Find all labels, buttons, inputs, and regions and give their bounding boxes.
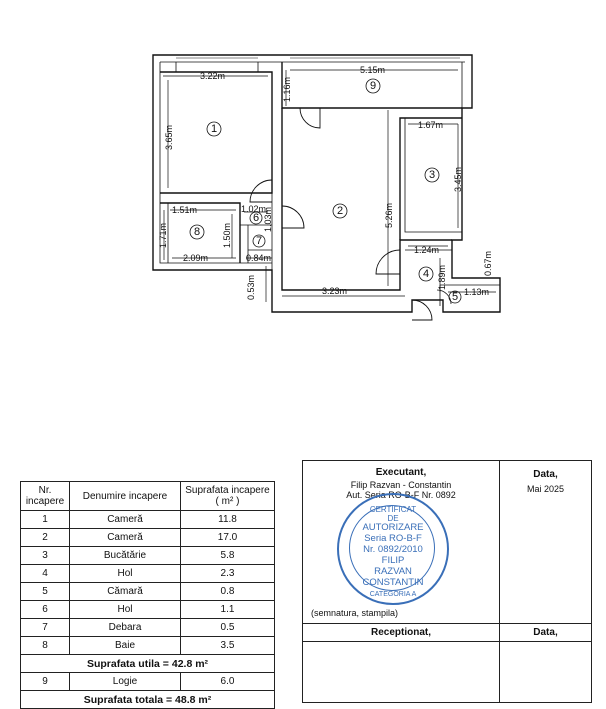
cell-area: 11.8 xyxy=(181,511,275,529)
executant-table xyxy=(302,460,592,703)
dim-label: 1.89m xyxy=(437,264,447,290)
cell-name: Logie xyxy=(70,673,181,691)
door-arc xyxy=(250,180,272,202)
table-row xyxy=(21,583,275,601)
executant-name: Filip Razvan - Constantin xyxy=(350,480,452,490)
room-number: 4 xyxy=(422,268,430,280)
cell-nr: 7 xyxy=(21,619,70,637)
dim-label: 0.67m xyxy=(483,250,493,276)
wall-room-2 xyxy=(282,108,452,290)
dim-label: 1.02m xyxy=(241,204,267,214)
cell-area: 0.5 xyxy=(181,619,275,637)
date-value: Mai 2025 xyxy=(526,484,565,494)
total-area: Suprafata totala = 48.8 m² xyxy=(21,691,275,709)
executant-heading: Executant, xyxy=(375,467,427,478)
cell-nr: 5 xyxy=(21,583,70,601)
dim-label: 1.50m xyxy=(222,222,232,248)
table-row xyxy=(21,529,275,547)
useful-area-total: Suprafata utila = 42.8 m² xyxy=(21,655,275,673)
stamp-line: CONSTANTIN xyxy=(362,577,424,588)
stamp-line: FILIP xyxy=(381,555,405,566)
cell-name: Bucătărie xyxy=(70,547,181,565)
cell-name: Hol xyxy=(70,565,181,583)
receptionat-signature-cell xyxy=(303,642,500,703)
room-number: 6 xyxy=(252,212,260,224)
signature-label: (semnatura, stampila) xyxy=(311,608,399,618)
table-row xyxy=(21,547,275,565)
receptionat-date-cell xyxy=(500,642,592,703)
door-arc xyxy=(412,300,432,320)
cell-name: Baie xyxy=(70,637,181,655)
room-number: 9 xyxy=(369,80,377,92)
col-header-area: Suprafata incapere ( m² ) xyxy=(181,482,275,511)
dim-label: 1.16m xyxy=(282,76,292,102)
cell-nr: 6 xyxy=(21,601,70,619)
dim-label: 1.03m xyxy=(263,206,273,232)
stamp-line: RAZVAN xyxy=(374,566,412,577)
dim-label: 5.26m xyxy=(384,202,394,228)
cell-nr: 1 xyxy=(21,511,70,529)
table-row xyxy=(21,637,275,655)
authorization-stamp xyxy=(337,493,449,605)
room-number: 7 xyxy=(255,235,263,247)
cell-name: Debara xyxy=(70,619,181,637)
table-row xyxy=(21,565,275,583)
table-row xyxy=(21,619,275,637)
cell-area: 2.3 xyxy=(181,565,275,583)
useful-area-row xyxy=(21,655,275,673)
date-heading: Data, xyxy=(533,469,558,480)
dim-label: 3.65m xyxy=(164,124,174,150)
cell-area: 17.0 xyxy=(181,529,275,547)
cell-name: Hol xyxy=(70,601,181,619)
table-header-row xyxy=(21,482,275,511)
dim-label: 1.13m xyxy=(464,287,490,297)
cell-nr: 3 xyxy=(21,547,70,565)
door-arc xyxy=(300,108,320,128)
dim-label: 1.71m xyxy=(158,222,168,248)
door-arc xyxy=(282,206,304,228)
dim-label: 0.84m xyxy=(246,253,272,263)
cell-area: 6.0 xyxy=(181,673,275,691)
executant-authorization: Aut. Seria RO-B-F Nr. 0892 xyxy=(346,490,456,500)
cell-area: 1.1 xyxy=(181,601,275,619)
cell-area: 0.8 xyxy=(181,583,275,601)
dim-label: 3.45m xyxy=(453,166,463,192)
room-number: 2 xyxy=(336,205,344,217)
table-row xyxy=(21,511,275,529)
cell-name: Cameră xyxy=(70,529,181,547)
dim-label: 0.53m xyxy=(246,274,256,300)
dim-label: 1.24m xyxy=(414,245,440,255)
cell-nr: 2 xyxy=(21,529,70,547)
stamp-line: AUTORIZARE xyxy=(362,522,424,533)
date-heading-2: Data, xyxy=(533,627,558,638)
dim-label: 3.23m xyxy=(322,286,348,296)
room-number: 5 xyxy=(451,291,459,303)
col-header-nr: Nr. incapere xyxy=(21,482,70,511)
cell-nr: 9 xyxy=(21,673,70,691)
col-header-name: Denumire incapere xyxy=(70,482,181,511)
cell-area: 3.5 xyxy=(181,637,275,655)
rooms-table xyxy=(20,481,275,709)
cell-nr: 4 xyxy=(21,565,70,583)
outer-wall xyxy=(153,55,500,312)
receptionat-heading: Receptionat, xyxy=(370,627,431,638)
stamp-line: CERTIFICAT xyxy=(369,505,417,514)
dim-label: 3.22m xyxy=(200,71,226,81)
dim-label: 1.51m xyxy=(172,205,198,215)
dim-label: 5.15m xyxy=(360,65,386,75)
dim-label: 1.67m xyxy=(418,120,444,130)
table-row xyxy=(21,601,275,619)
cell-area: 5.8 xyxy=(181,547,275,565)
executant-cell xyxy=(303,467,499,623)
cell-nr: 8 xyxy=(21,637,70,655)
stamp-line: Seria RO-B-F xyxy=(364,533,422,544)
stamp-line: CATEGORIA A xyxy=(369,591,417,598)
total-area-row xyxy=(21,691,275,709)
dim-label: 2.09m xyxy=(183,253,209,263)
room-number: 8 xyxy=(193,226,201,238)
cell-name: Cămară xyxy=(70,583,181,601)
cell-name: Cameră xyxy=(70,511,181,529)
room-number: 3 xyxy=(428,169,436,181)
stamp-line: Nr. 0892/2010 xyxy=(363,544,423,555)
stamp-line: DE xyxy=(387,514,399,523)
room-number: 1 xyxy=(210,123,218,135)
